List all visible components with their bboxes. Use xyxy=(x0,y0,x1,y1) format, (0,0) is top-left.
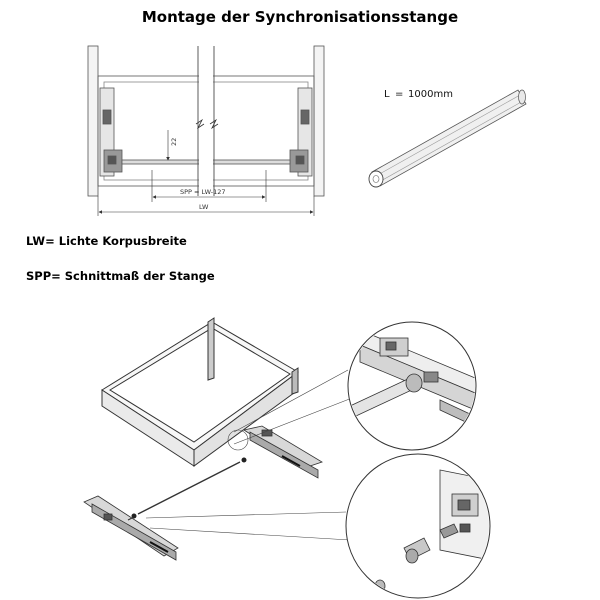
page-title: Montage der Synchronisationsstange xyxy=(141,8,459,26)
spp-formula: SPP = LW-127 xyxy=(180,188,226,196)
lw-definition: LW= Lichte Korpusbreite xyxy=(26,234,187,248)
length-value: 1000mm xyxy=(408,89,453,100)
sync-rod-assembly xyxy=(128,458,247,521)
spp-definition: SPP= Schnittmaß der Stange xyxy=(26,269,215,283)
right-runner-3d xyxy=(244,426,322,478)
right-runner xyxy=(290,88,312,176)
rod-length-label xyxy=(384,89,453,100)
lw-dim-label: LW xyxy=(199,203,209,211)
length-equals: = xyxy=(395,89,404,100)
left-runner-3d xyxy=(84,496,178,560)
detail-callout-bottom xyxy=(346,454,490,600)
sync-rod-illustration xyxy=(369,90,526,187)
height-label: 22 xyxy=(170,137,178,146)
height-dimension xyxy=(168,130,178,160)
length-symbol: L xyxy=(384,89,390,100)
left-runner xyxy=(100,88,122,176)
cabinet-cross-section xyxy=(88,40,324,200)
detail-callout-top xyxy=(348,322,480,450)
